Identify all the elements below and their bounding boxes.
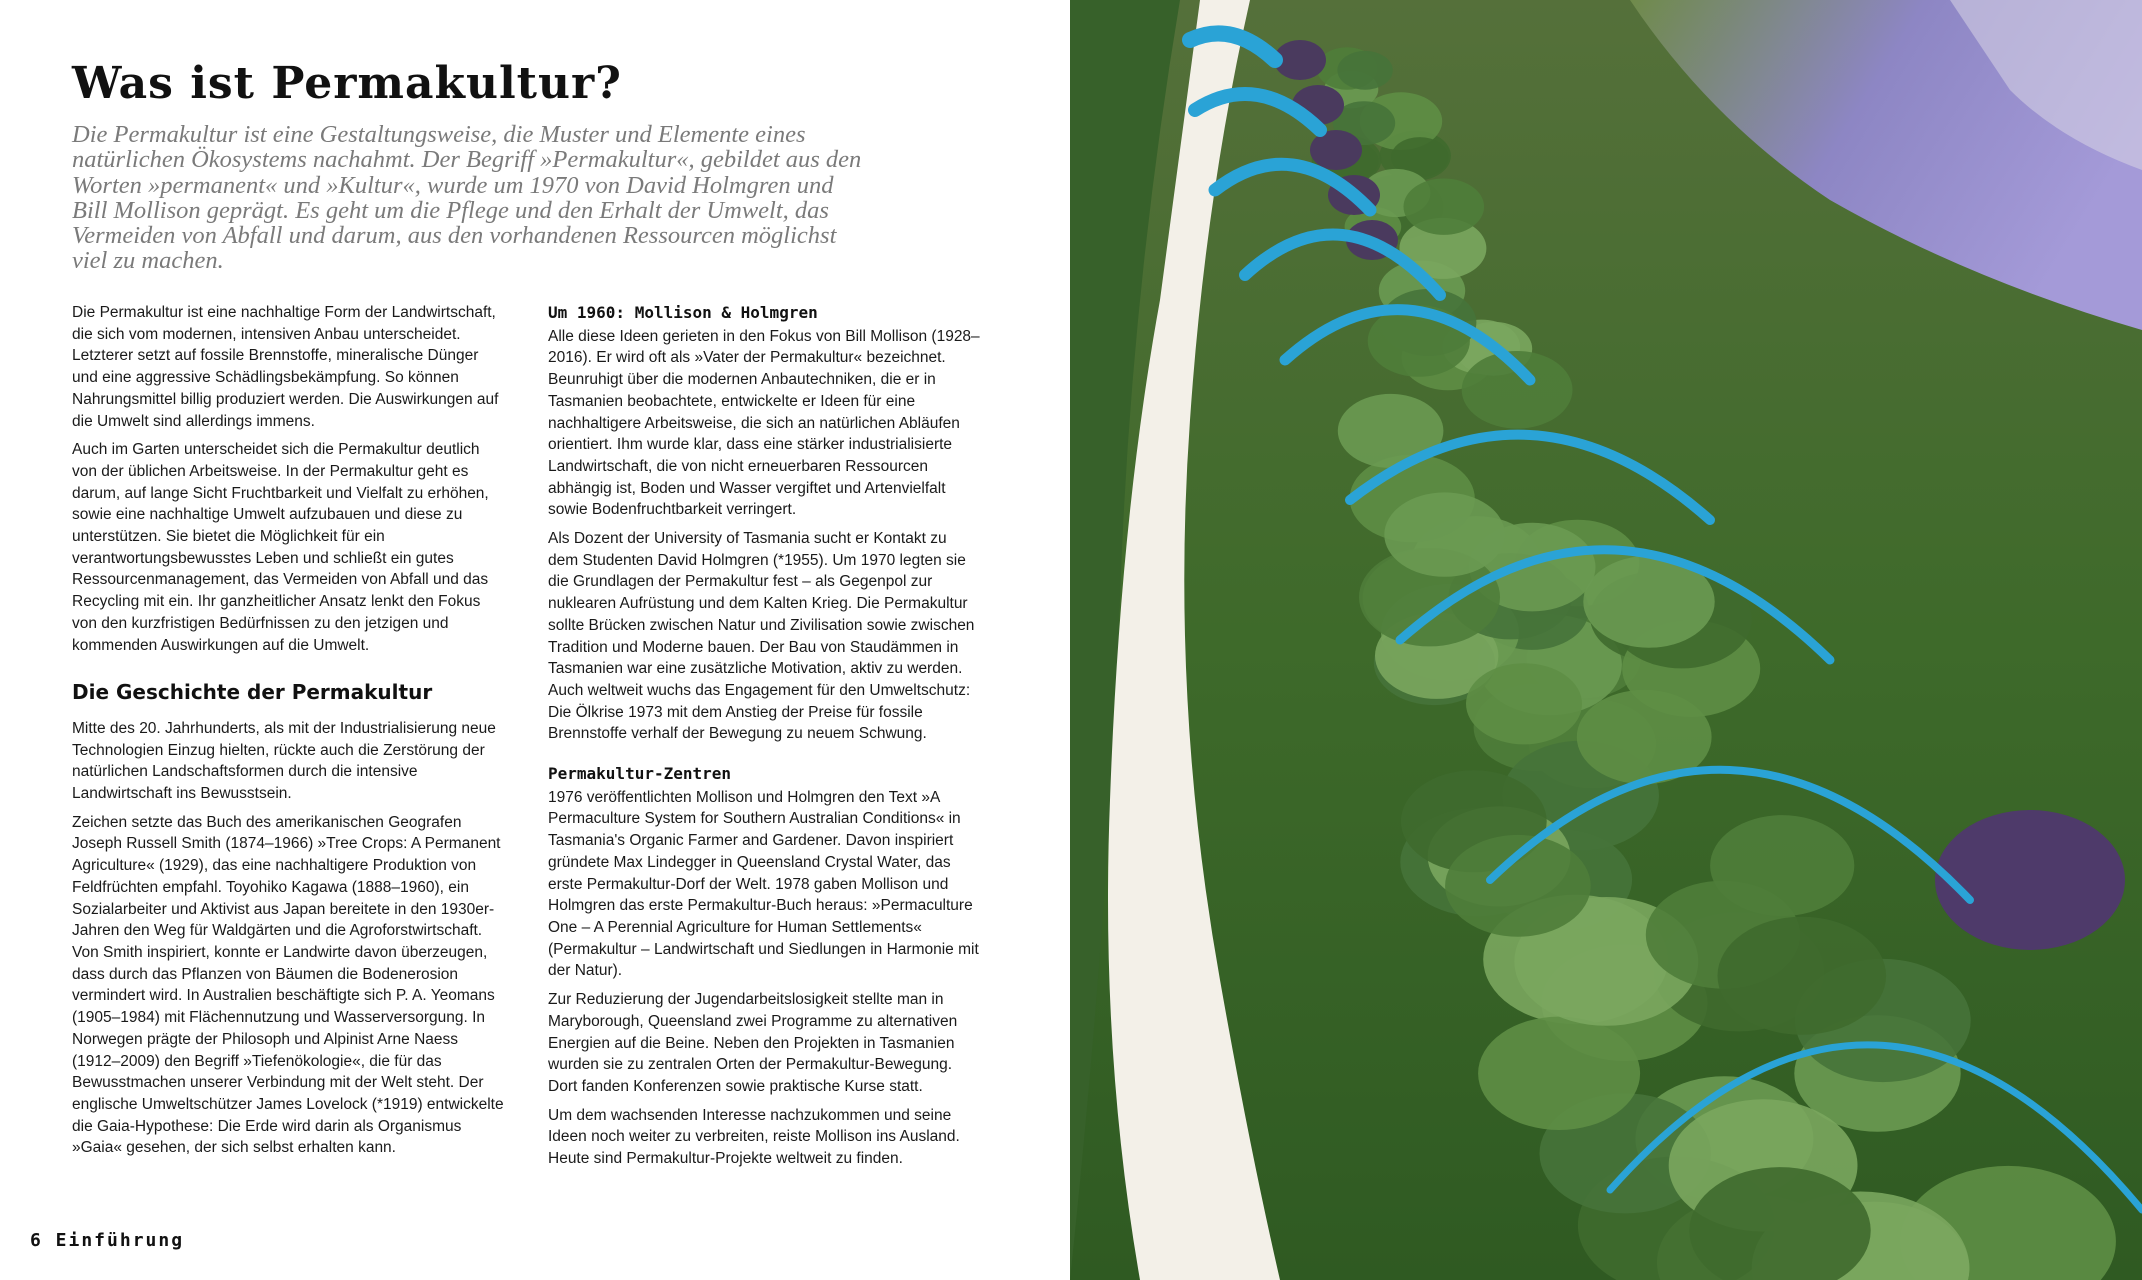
body-paragraph: Alle diese Ideen gerieten in den Fokus von Bill Mollison (1928–2016). Er wird oft als »Vater der Permakultur« bezeichnet. Beunruhigt über die modernen Anbautechniken, die er in Tasmanien beobachtete, entwickelte er Ideen für eine nachhaltigere Arbeitsweise, die sich an natürlichen Abläufen orientiert. Ihm wurde klar, dass eine stärker industrialisierte Landwirtschaft, die von nicht erneuerbaren Ressourcen abhängig ist, Boden und Wasser vergiftet und Artenvielfalt sowie Bodenfruchtbarkeit verringert. xyxy=(548,327,980,519)
subheading-mollison-holmgren: Um 1960: Mollison & Holmgren xyxy=(548,303,818,322)
cabbage-leaf xyxy=(1466,663,1582,744)
garden-bed-photo xyxy=(1070,0,2142,1280)
cabbage-leaf xyxy=(1478,1017,1640,1130)
body-paragraph: Die Permakultur ist eine nachhaltige Form der Landwirtschaft, die sich vom modernen, intensiven Anbau unterscheidet. Letzterer setzt auf fossile Brennstoffe, mineralische Dünger und eine aggressive Schädlingsbekämpfung. So können Nahrungsmittel billig produziert werden. Die Auswirkungen auf die Umwelt sind allerdings immens. xyxy=(72,304,499,430)
garden-illustration xyxy=(1070,0,2142,1280)
cabbage-leaf xyxy=(1384,492,1505,576)
right-column xyxy=(548,302,980,1177)
text-page xyxy=(0,0,1070,1280)
body-paragraph: 1976 veröffentlichten Mollison und Holmgren den Text »A Permaculture System for Southern Australian Conditions« in Tasmania's Organic Farmer and Gardener. Davon inspiriert gründete Max Lindegger in Queensland Crystal Water, das erste Permakultur-Dorf der Welt. 1978 gaben Mollison und Holmgren das erste Permakultur-Buch heraus: »Permaculture One – A Perennial Agriculture for Human Settlements« (Permakultur – Landwirtschaft und Siedlungen in Harmonie mit der Natur). xyxy=(548,788,979,980)
lead-paragraph: Die Permakultur ist eine Gestaltungsweise, die Muster und Elemente eines natürlichen Ökosystems nachahmt. Der Begriff »Permakultur«, gebildet aus den Worten »permanent« und »Kultur«, wurde um 1970 von David Holmgren und Bill Mollison geprägt. Es geht um die Pflege und den Erhalt der Umwelt, das Vermeiden von Abfall und darum, aus den vorhandenen Ressourcen möglichst viel zu machen. xyxy=(72,121,862,275)
left-column xyxy=(72,302,504,1166)
section-heading-history: Die Geschichte der Permakultur xyxy=(72,680,433,705)
cabbage-leaf xyxy=(1337,51,1392,90)
body-paragraph: Mitte des 20. Jahrhunderts, als mit der Industrialisierung neue Technologien Einzug hielten, rückte auch die Zerstörung der natürlichen Landschaftsformen durch die intensive Landwirtschaft ins Bewusstsein. xyxy=(72,719,496,803)
body-paragraph: Zur Reduzierung der Jugendarbeitslosigkeit stellte man in Maryborough, Queensland zwei Programme zu alternativen Energien auf die Beine. Neben den Projekten in Tasmanien wurden sie zu zentralen Orten der Permakultur-Bewegung. Dort fanden Konferenzen sowie praktische Kurse statt. xyxy=(548,991,958,1095)
body-paragraph: Auch im Garten unterscheidet sich die Permakultur deutlich von der üblichen Arbeitsweise. In der Permakultur geht es darum, auf lange Sicht Fruchtbarkeit und Vielfalt zu erhöhen, sowie eine nachhaltige Umwelt aufzubauen und diese zu unterstützen. Sie bietet die Möglichkeit für ein verantwortungsbewusstes Leben und schließt ein gutes Ressourcenmanagement, das Vermeiden von Abfall und das Recycling mit ein. Ihr ganzheitlicher Ansatz lenkt den Fokus von den kurzfristigen Bedürfnissen zu den jetzigen und kommenden Auswirkungen auf die Umwelt. xyxy=(72,441,489,654)
page-folio: 6 Einführung xyxy=(30,1230,185,1251)
body-paragraph: Um dem wachsenden Interesse nachzukommen und seine Ideen noch weiter zu verbreiten, reiste Mollison ins Ausland. Heute sind Permakultur-Projekte weltweit zu finden. xyxy=(548,1106,960,1168)
subheading-permakultur-zentren: Permakultur-Zentren xyxy=(548,764,732,784)
cabbage-leaf xyxy=(1404,179,1485,235)
body-paragraph: Zeichen setzte das Buch des amerikanischen Geografen Joseph Russell Smith (1874–1966) »Tree Crops: A Permanent Agriculture« (1929), das eine nachhaltigere Produktion von Feldfrüchten empfahl. Toyohiko Kagawa (1888–1960), ein Sozialarbeiter und Aktivist aus Japan bereitete in den 1930er-Jahren den Weg für Waldgärten und die Agroforstwirtschaft. Von Smith inspiriert, konnte er Landwirte davon überzeugen, dass durch das Pflanzen von Bäumen die Bodenerosion vermindert wird. In Australien beschäftigte sich P. A. Yeomans (1905–1984) mit Flächennutzung und Wasserversorgung. In Norwegen prägte der Philosoph und Alpinist Arne Naess (1912–2009) den Begriff »Tiefenökologie«, die für das Bewusstmachen unserer Verbindung mit der Welt steht. Der englische Umweltschützer James Lovelock (*1919) entwickelte die Gaia-Hypothese: Die Erde wird darin als Organismus »Gaia« gesehen, der sich selbst erhalten kann. xyxy=(72,813,504,1157)
body-paragraph: Als Dozent der University of Tasmania sucht er Kontakt zu dem Studenten David Holmgren (*1955). Um 1970 legten sie die Grundlagen der Permakultur fest – als Gegenpol zur nuklearen Aufrüstung und dem Kalten Krieg. Die Permakultur sollte Brücken zwischen Natur und Zivilisation sowie zwischen Tradition und Moderne bauen. Der Bau von Staudämmen in Tasmanien war eine zusätzliche Motivation, aktiv zu werden. Auch weltweit wuchs das Engagement für den Umweltschutz: Die Ölkrise 1973 mit dem Anstieg der Preise für fossile Brennstoffe verhalf der Bewegung zu neuem Schwung. xyxy=(548,530,975,743)
page-title: Was ist Permakultur? xyxy=(72,58,622,109)
red-cabbage xyxy=(1935,810,2125,950)
cabbage-leaf xyxy=(1718,917,1887,1035)
